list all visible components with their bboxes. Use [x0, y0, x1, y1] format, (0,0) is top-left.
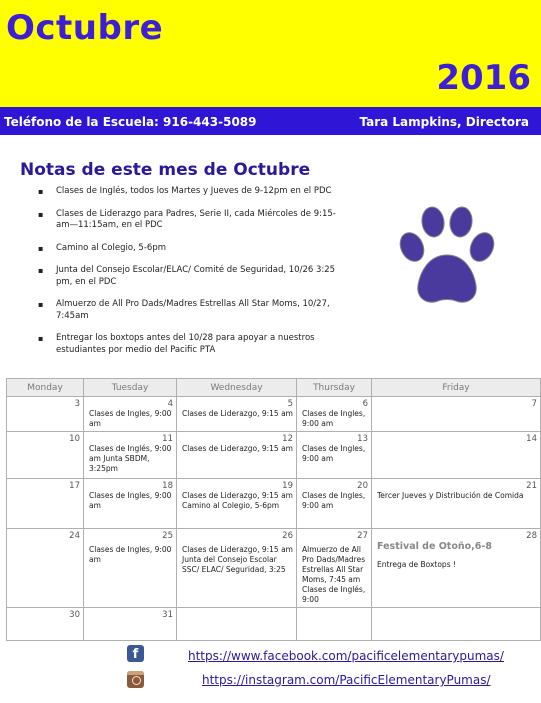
calendar-cell	[7, 432, 84, 479]
notes-item: ▪ Almuerzo de All Pro Dads/Madres Estrellas All Star Moms, 10/27, 7:45am	[38, 299, 338, 322]
cell-events: Clases de Ingles, 9:00 am	[302, 491, 366, 510]
calendar-cell	[84, 397, 177, 432]
calendar-cell	[297, 397, 372, 432]
date-number: 5	[287, 399, 293, 409]
date-number: 11	[162, 434, 173, 444]
date-number: 25	[162, 531, 173, 541]
calendar-cell	[7, 529, 84, 608]
calendar-cell	[7, 397, 84, 432]
header-banner	[0, 0, 541, 107]
calendar-week	[7, 432, 541, 479]
instagram-icon-lens	[132, 676, 141, 685]
date-number: 26	[282, 531, 293, 541]
instagram-icon[interactable]	[127, 671, 144, 688]
calendar-cell	[297, 529, 372, 608]
school-phone: Teléfono de la Escuela: 916-443-5089	[4, 115, 257, 129]
notes-title: Notas de este mes de Octubre	[20, 160, 311, 180]
calendar-cell	[297, 608, 372, 641]
cell-events: Clases de Inglés, 9:00 am Junta SBDM, 3:25pm	[89, 444, 172, 473]
cell-events: Clases de Ingles, 9:00 am	[302, 409, 366, 428]
notes-item: ▪ Junta del Consejo Escolar/ELAC/ Comité de Seguridad, 10/26 3:25 pm, en el PDC	[38, 265, 338, 288]
day-header: Tuesday	[84, 379, 177, 397]
date-number: 21	[526, 481, 537, 491]
date-number: 31	[162, 610, 173, 620]
date-number: 10	[69, 434, 80, 444]
date-number: 14	[526, 434, 537, 444]
calendar-cell	[7, 479, 84, 529]
date-number: 30	[69, 610, 80, 620]
day-header: Monday	[7, 379, 84, 397]
cell-events: Clases de Liderazgo, 9:15 am	[182, 444, 293, 453]
calendar-cell	[297, 479, 372, 529]
cell-events	[372, 397, 540, 411]
day-header: Thursday	[297, 379, 372, 397]
date-number: 13	[357, 434, 368, 444]
cell-events: Clases de Liderazgo, 9:15 am	[182, 409, 293, 418]
calendar-cell	[84, 608, 177, 641]
cell-events: Tercer Jueves y Distribución de Comida	[377, 491, 524, 500]
festival-label: Festival de Otoño,6-8	[377, 541, 492, 552]
calendar-week	[7, 608, 541, 641]
notes-item: ▪ Entregar los boxtops antes del 10/28 para apoyar a nuestros estudiantes por medio del Pacific PTA	[38, 333, 338, 356]
notes-item: ▪ Clases de Inglés, todos los Martes y Jueves de 9-12pm en el PDC	[38, 186, 338, 198]
calendar-cell	[177, 397, 297, 432]
calendar-cell	[7, 608, 84, 641]
calendar-cell	[372, 608, 541, 641]
calendar-header-row	[7, 379, 541, 397]
calendar-cell	[84, 432, 177, 479]
month-title: Octubre	[6, 8, 164, 48]
info-bar	[0, 107, 541, 135]
calendar-cell	[177, 432, 297, 479]
calendar-cell	[372, 479, 541, 529]
date-number: 3	[74, 399, 80, 409]
facebook-icon[interactable]: f	[127, 645, 144, 662]
notes-list	[38, 186, 338, 367]
date-number: 4	[167, 399, 173, 409]
day-header: Friday	[372, 379, 541, 397]
cell-events	[372, 432, 540, 446]
date-number: 17	[69, 481, 80, 491]
date-number: 7	[531, 399, 537, 409]
calendar-cell	[372, 529, 541, 608]
instagram-link[interactable]: https://instagram.com/PacificElementaryPumas/	[202, 673, 491, 687]
calendar-cell	[84, 529, 177, 608]
notes-item: ▪ Camino al Colegio, 5-6pm	[38, 243, 338, 255]
date-number: 12	[282, 434, 293, 444]
calendar-cell	[177, 479, 297, 529]
cell-events: Clases de Ingles, 9:00 am	[302, 444, 366, 463]
notes-item: ▪ Clases de Liderazgo para Padres, Serie II, cada Miércoles de 9:15-am—11:15am, en el PDC	[38, 209, 338, 232]
calendar-week	[7, 479, 541, 529]
date-number: 6	[362, 399, 368, 409]
cell-events: Almuerzo de All Pro Dads/Madres Estrellas All Star Moms, 7:45 am Clases de Inglés, 9:00	[302, 545, 366, 604]
date-number: 18	[162, 481, 173, 491]
day-header: Wednesday	[177, 379, 297, 397]
cell-events	[7, 397, 83, 411]
calendar-cell	[372, 432, 541, 479]
cell-events: Clases de Liderazgo, 9:15 am Camino al Colegio, 5-6pm	[182, 491, 293, 510]
calendar-cell	[84, 479, 177, 529]
instagram-icon-strip	[127, 671, 144, 675]
calendar-week	[7, 529, 541, 608]
cell-events: Entrega de Boxtops !	[377, 560, 456, 569]
cell-events: Clases de Liderazgo, 9:15 am Junta del Consejo Escolar SSC/ ELAC/ Seguridad, 3:25	[182, 545, 293, 574]
principal-name: Tara Lampkins, Directora	[359, 115, 529, 129]
date-number: 28	[526, 531, 537, 541]
calendar-cell	[177, 529, 297, 608]
facebook-link[interactable]: https://www.facebook.com/pacificelementarypumas/	[188, 649, 504, 663]
date-number: 24	[69, 531, 80, 541]
date-number: 20	[357, 481, 368, 491]
cell-events: Clases de Ingles, 9:00 am	[89, 545, 172, 564]
calendar-cell	[372, 397, 541, 432]
date-number: 19	[282, 481, 293, 491]
calendar	[6, 378, 541, 641]
cell-events: Clases de Ingles, 9:00 am	[89, 491, 172, 510]
paw-icon	[398, 205, 496, 307]
date-number: 27	[357, 531, 368, 541]
calendar-week	[7, 397, 541, 432]
year-title: 2016	[436, 58, 531, 98]
calendar-cell	[297, 432, 372, 479]
cell-events: Clases de Ingles, 9:00 am	[89, 409, 172, 428]
calendar-cell	[177, 608, 297, 641]
